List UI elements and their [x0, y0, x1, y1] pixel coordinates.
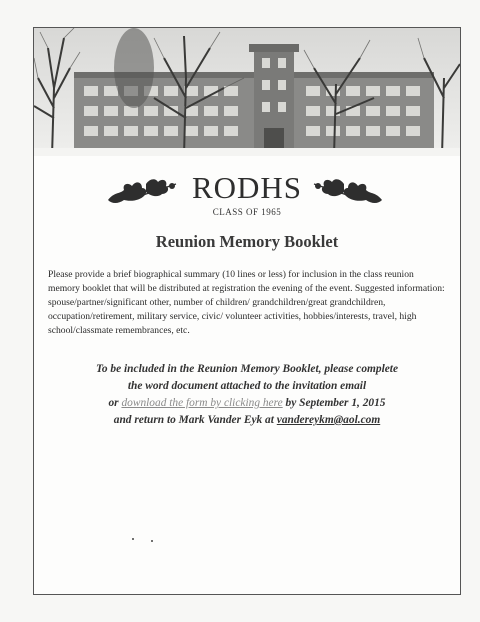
- scan-speck: [132, 538, 134, 540]
- contact-email-link[interactable]: vandereykm@aol.com: [276, 414, 381, 426]
- instructions-line-3-suffix: by September 1, 2015: [282, 397, 386, 409]
- instructions-line-2: the word document attached to the invitation email: [127, 380, 367, 392]
- logo-subtitle: CLASS OF 1965: [212, 207, 282, 217]
- intro-paragraph: Please provide a brief biographical summary (10 lines or less) for inclusion in the class reunion memory booklet that will be distributed at registration the evening of the event. Suggested information: spouse/partner/significant other, number of children/ grandchildren/great grandchildren, occupation/retirement, military service, civic/ volunteer activities, hobbies/interests, travel, high school/classmate remembrances, etc.: [48, 269, 445, 336]
- instructions-line-3-prefix: or: [108, 397, 122, 409]
- booklet-title: Reunion Memory Booklet: [155, 232, 339, 251]
- document-page: [33, 27, 461, 595]
- rodhs-logo: [34, 166, 460, 226]
- instructions-block: [34, 361, 460, 429]
- oak-leaf-right-icon: [312, 174, 384, 208]
- instructions-line-4-prefix: and return to Mark Vander Eyk at: [113, 414, 277, 426]
- scan-speck: [151, 540, 153, 542]
- instructions-line-1: To be included in the Reunion Memory Booklet, please complete: [95, 363, 399, 375]
- download-form-link[interactable]: download the form by clicking here: [121, 397, 283, 409]
- logo-title: RODHS: [191, 170, 303, 205]
- school-building-photo: [34, 28, 460, 156]
